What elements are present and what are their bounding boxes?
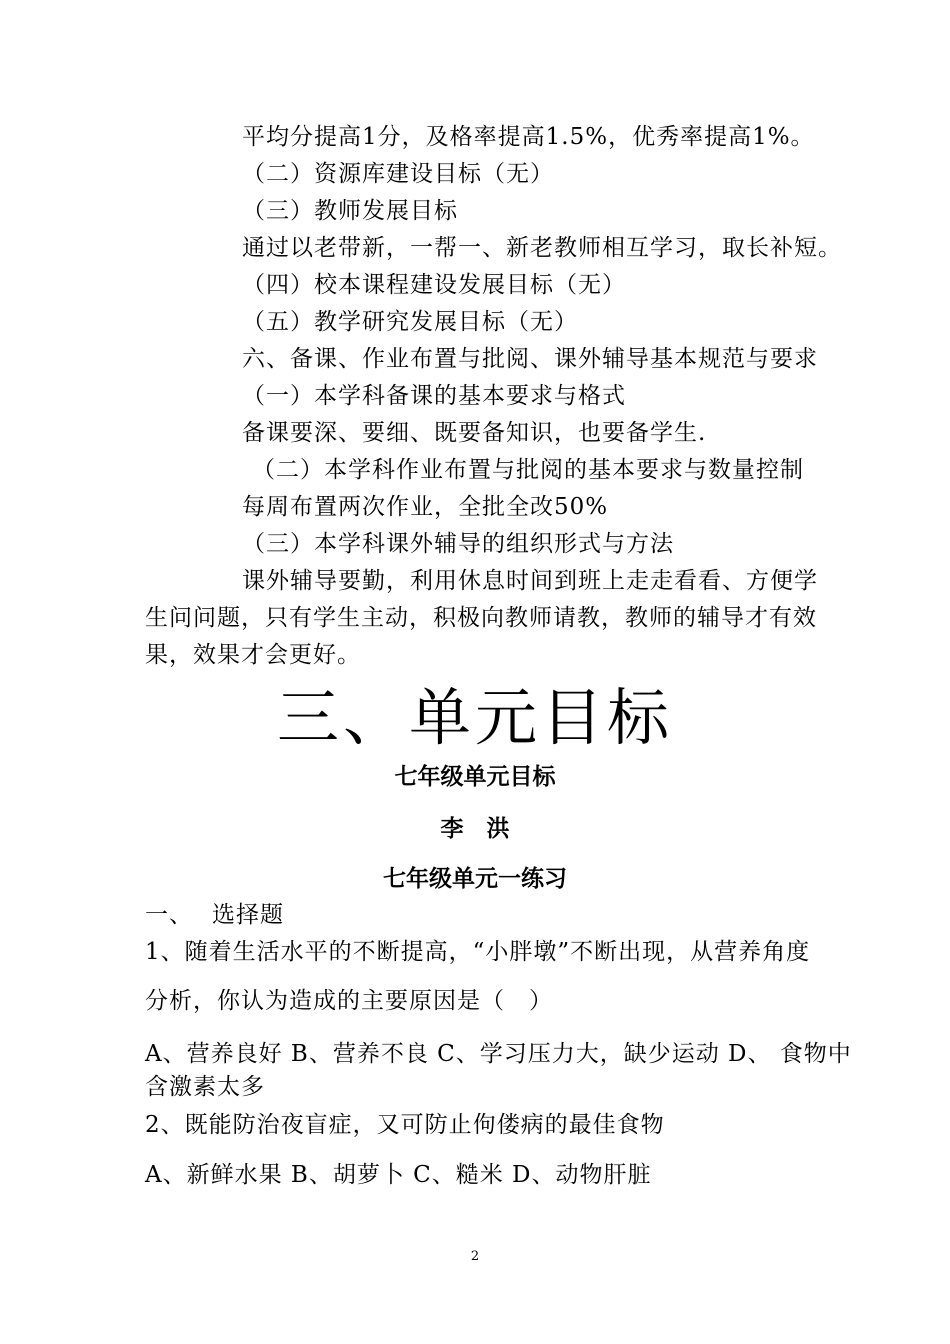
teacher-goal-text: 通过以老带新，一帮一、新老教师相互学习，取长补短。 xyxy=(242,235,842,261)
author-name: 李 洪 xyxy=(440,816,510,842)
question-1-stem-line-1: 1、随着生活水平的不断提高，“小胖墩”不断出现，从营养角度 xyxy=(145,939,811,965)
tutoring-text-line-3: 果，效果才会更好。 xyxy=(145,642,361,668)
resource-goal-heading: （二）资源库建设目标（无） xyxy=(242,161,554,187)
exercise-title: 七年级单元一练习 xyxy=(383,866,567,892)
lesson-prep-text: 备课要深、要细、既要备知识，也要备学生. xyxy=(242,420,707,446)
page-number: 2 xyxy=(470,1249,480,1264)
tutoring-text-line-1: 课外辅导要勤，利用休息时间到班上走走看看、方便学 xyxy=(242,568,818,594)
homework-text: 每周布置两次作业，全批全改50% xyxy=(242,494,609,520)
curriculum-goal-heading: （四）校本课程建设发展目标（无） xyxy=(242,272,626,298)
norms-heading: 六、备课、作业布置与批阅、课外辅导基本规范与要求 xyxy=(242,346,818,372)
research-goal-heading: （五）教学研究发展目标（无） xyxy=(242,309,578,335)
goal-score-line: 平均分提高1分，及格率提高1.5%，优秀率提高1%。 xyxy=(242,124,815,150)
lesson-prep-heading: （一）本学科备课的基本要求与格式 xyxy=(242,383,626,409)
question-1-options-line-1: A、营养良好 B、营养不良 C、学习压力大，缺少运动 D、 食物中 xyxy=(145,1041,852,1067)
teacher-goal-heading: （三）教师发展目标 xyxy=(242,198,458,224)
section-label: 选择题 xyxy=(212,902,284,928)
question-1-options-line-2: 含激素太多 xyxy=(145,1074,265,1100)
tutoring-heading: （三）本学科课外辅导的组织形式与方法 xyxy=(242,531,674,557)
homework-heading: （二）本学科作业布置与批阅的基本要求与数量控制 xyxy=(252,457,804,483)
section-number: 一、 xyxy=(145,902,193,928)
question-2-options: A、新鲜水果 B、胡萝卜 C、糙米 D、动物肝脏 xyxy=(145,1162,652,1188)
question-1-stem-line-2: 分析，你认为造成的主要原因是（ ） xyxy=(145,988,553,1014)
subtitle: 七年级单元目标 xyxy=(394,764,556,790)
tutoring-text-line-2: 生问问题，只有学生主动，积极向教师请教，教师的辅导才有效 xyxy=(145,605,817,631)
chapter-title: 三、单元目标 xyxy=(276,681,673,754)
question-2-stem: 2、既能防治夜盲症，又可防止佝偻病的最佳食物 xyxy=(145,1112,665,1138)
